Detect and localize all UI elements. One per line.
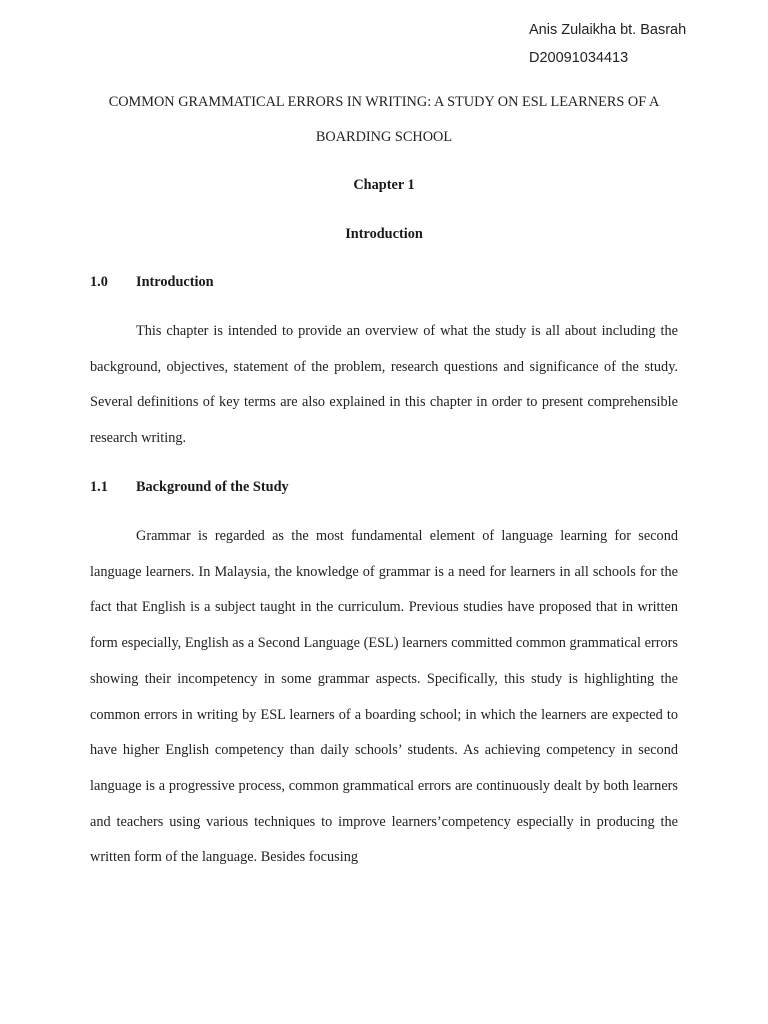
section-number: 1.0 (90, 274, 108, 290)
chapter-heading: Introduction (345, 226, 423, 242)
author-name: Anis Zulaikha bt. Basrah (529, 22, 687, 38)
section-title: Background of the Study (136, 479, 289, 495)
section-1-1-paragraph: Grammar is regarded as the most fundamental element of language learning for second language learners. In Malaysia, the knowledge of grammar is a need for learners in all schools for the fact that English is a subject taught in the curriculum. Previous studies have proposed that in written form especially, English as a Second Language (ESL) learners committed common grammatical errors showing their incompetency in some grammar aspects. Specifically, this study is highlighting the common errors in writing by ESL learners of a boarding school; in which the learners are expected to have higher English competency than daily schools’ students. As achieving competency in second language is a progressive process, common grammatical errors are continuously dealt by both learners and teachers using various techniques to improve learners’competency especially in producing the written form of the language. Besides focusing (90, 528, 678, 866)
chapter-label: Chapter 1 (353, 177, 415, 193)
author-block (529, 16, 686, 72)
document-title: COMMON GRAMMATICAL ERRORS IN WRITING: A STUDY ON ESL LEARNERS OF A BOARDING SCHOOL (108, 94, 660, 145)
section-1-0-paragraph: This chapter is intended to provide an overview of what the study is all about including the background, objectives, statement of the problem, research questions and significance of the study. Several definitions of key terms are also explained in this chapter in order to present comprehensible research writing. (90, 323, 678, 447)
student-id: D20091034413 (529, 50, 629, 66)
section-heading-1-0 (90, 274, 214, 291)
section-heading-1-1 (90, 479, 289, 496)
section-number: 1.1 (90, 479, 108, 495)
section-title: Introduction (136, 274, 214, 290)
